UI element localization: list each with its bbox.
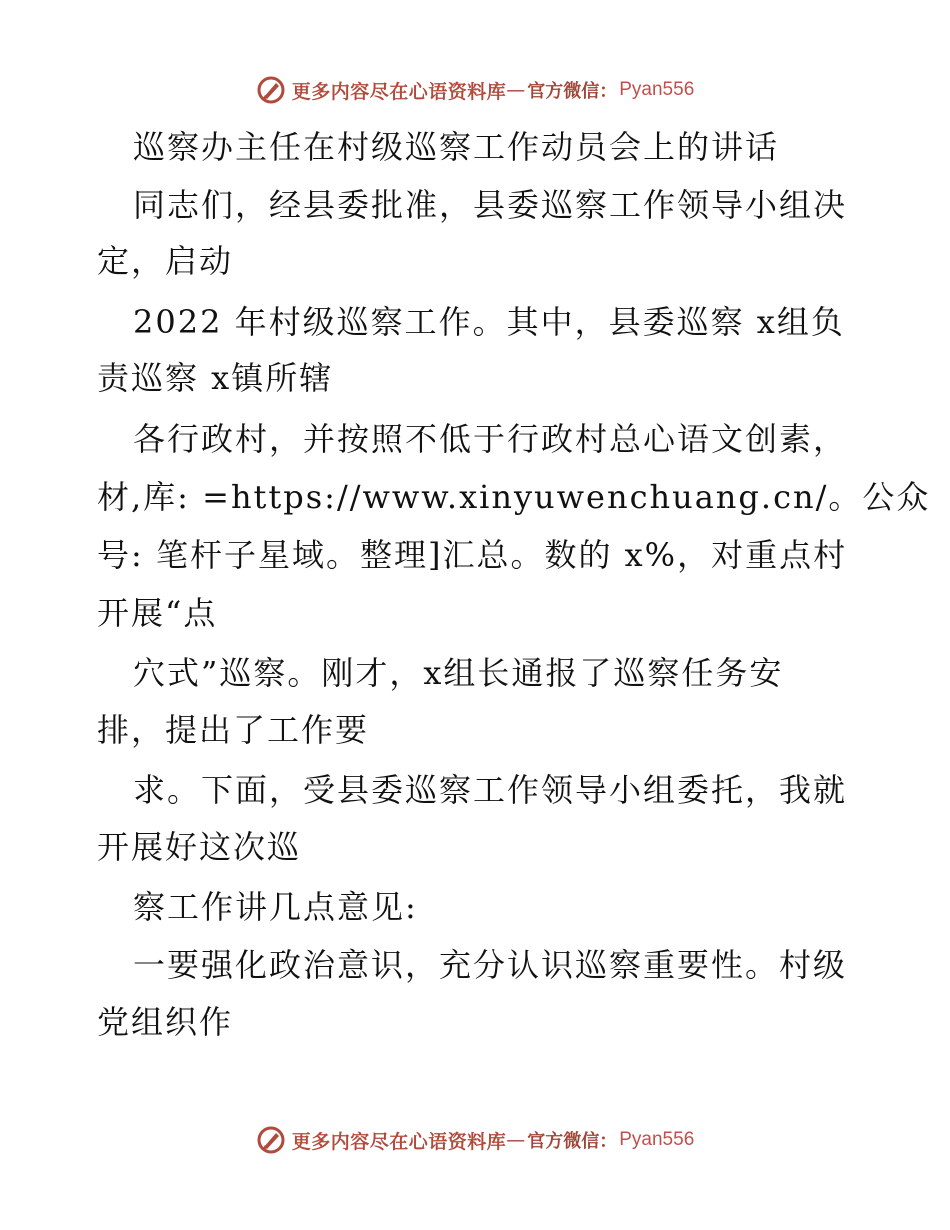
text-line: 求。下面，受县委巡察工作领导小组委托，我就 (133, 771, 848, 809)
text-line: 察工作讲几点意见: (133, 888, 418, 926)
header-banner (0, 70, 950, 110)
text-line: 党组织作 (97, 1003, 234, 1041)
banner-contact-id: Pyan556 (619, 79, 695, 100)
banner-contact-label: 官方微信： (527, 1131, 618, 1152)
banner-dash: — (506, 1129, 526, 1151)
text-line: 2022 年村级巡察工作。其中，县委巡察 x组负 (133, 303, 845, 341)
text-line: 开展“点 (97, 594, 218, 632)
document-title: 巡察办主任在村级巡察工作动员会上的讲话 (133, 128, 780, 166)
text-line: 同志们，经县委批准，县委巡察工作领导小组决 (133, 186, 848, 224)
text-line: 一要强化政治意识，充分认识巡察重要性。村级 (133, 946, 848, 984)
footer-banner (0, 1120, 950, 1160)
text-line: 材,库: =https://www.xinyuwenchuang.cn/。公众 (97, 478, 931, 516)
banner-contact-label: 官方微信： (527, 81, 618, 102)
banner-slogan: 更多内容尽在心语资料库 (291, 80, 507, 103)
text-line: 开展好这次巡 (97, 828, 302, 866)
text-line: 定，启动 (97, 242, 234, 280)
text-line: 穴式”巡察。刚才，x组长通报了巡察任务安 (133, 654, 784, 692)
banner-slogan: 更多内容尽在心语资料库 (291, 1130, 507, 1153)
banner-contact-id: Pyan556 (619, 1129, 695, 1150)
banner-dash: — (506, 79, 526, 101)
text-line: 各行政村，并按照不低于行政村总心语文创素， (133, 420, 848, 458)
pen-logo-icon (256, 1125, 286, 1155)
text-line: 排，提出了工作要 (97, 711, 370, 749)
text-line: 号: 笔杆子星域。整理]汇总。数的 x%，对重点村 (97, 536, 848, 574)
text-line: 责巡察 x镇所辖 (97, 359, 334, 397)
pen-logo-icon (256, 75, 286, 105)
